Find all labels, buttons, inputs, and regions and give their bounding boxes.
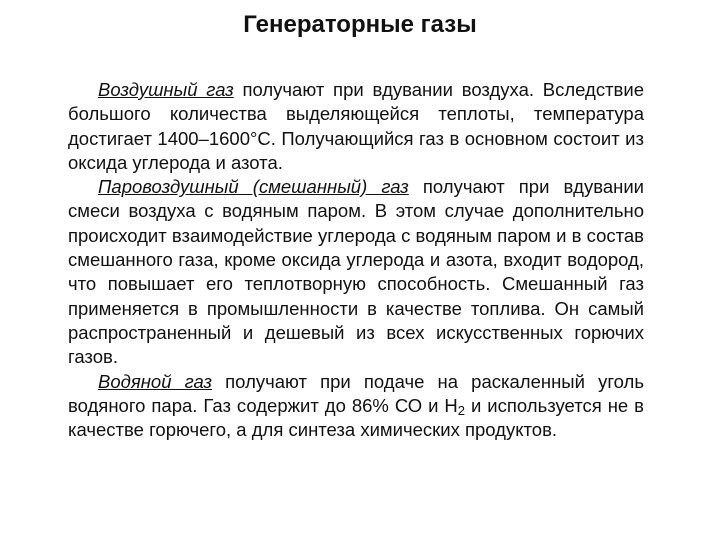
paragraph-mixed-gas [68, 175, 644, 369]
paragraph-text: получают при вдувании воздуха. Вследствие большого количества выделяющейся теплоты, температура достигает 1400–1600°С. Получающийся газ в основном состоит из оксида углерода и азота. [68, 79, 645, 173]
slide-title: Генераторные газы [243, 11, 477, 38]
term-water-gas: Водяной газ [98, 370, 213, 392]
paragraph-water-gas [68, 370, 644, 443]
paragraph-air-gas [68, 78, 644, 175]
term-air-gas: Воздушный газ [98, 79, 234, 100]
paragraph-text: получают при подаче на раскаленный уголь водяного пара. Газ содержит до 86% СО и Н [68, 370, 644, 416]
paragraph-text: получают при вдувании смеси воздуха с водяным паром. В этом случае дополнительно происходит взаимодействие углерода с водяным паром и в состав смешанного газа, кроме оксида углерода и азота, входит водород, что повышает его теплотворную способность. Смешанный газ применяется в промышленности в качестве топлива. Он самый распространенный и дешевый из всех искусственных горючих газов. [68, 176, 644, 368]
slide-body [68, 78, 644, 442]
paragraph-text: и используется не в качестве горючего, а для синтеза химических продуктов. [68, 394, 645, 441]
hydrogen-subscript: 2 [457, 402, 466, 418]
term-mixed-gas: Паровоздушный (смешанный) газ [98, 176, 409, 198]
